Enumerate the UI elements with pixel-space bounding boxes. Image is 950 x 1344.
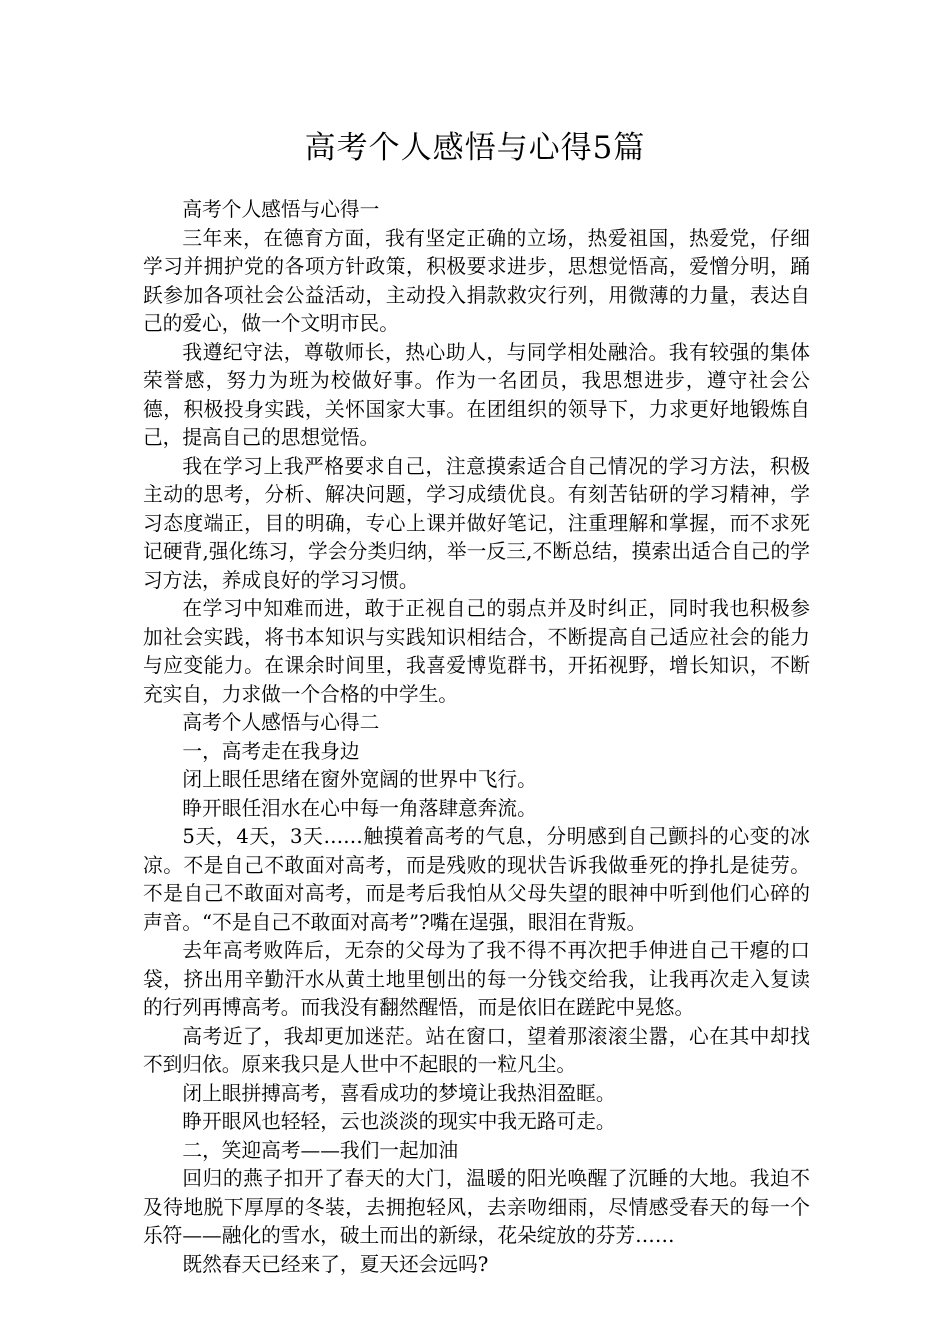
document-body — [143, 196, 810, 1279]
paragraph: 睁开眼风也轻轻，云也淡淡的现实中我无路可走。 — [182, 1110, 616, 1133]
paragraph: 去年高考败阵后，无奈的父母为了我不得不再次把手伸进自己干瘪的口袋，挤出用辛勤汗水从黄土地里刨出的每一分钱交给我，让我再次走入复读的行列再博高考。而我没有翻然醒悟，而是依旧在蹉跎中晃悠。 — [143, 939, 810, 1019]
paragraph: 睁开眼任泪水在心中每一角落肆意奔流。 — [182, 796, 537, 820]
paragraph: 闭上眼任思绪在窗外宽阔的世界中飞行。 — [182, 768, 537, 791]
section-heading-2: 高考个人感悟与心得二 — [182, 711, 380, 734]
paragraph: 在学习中知难而进，敢于正视自己的弱点并及时纠正，同时我也积极参加社会实践，将书本知识与实践知识相结合，不断提高自己适应社会的能力与应变能力。在课余时间里，我喜爱博览群书，开拓视野，增长知识，不断充实自，力求做一个合格的中学生。 — [143, 597, 810, 706]
paragraph: 我遵纪守法，尊敬师长，热心助人，与同学相处融洽。我有较强的集体荣誉感，努力为班为校做好事。作为一名团员，我思想进步，遵守社会公德，积极投身实践，关怀国家大事。在团组织的领导下，力求更好地锻炼自己，提高自己的思想觉悟。 — [143, 340, 810, 449]
paragraph: 既然春天已经来了，夏天还会远吗? — [182, 1252, 489, 1276]
subheading: 一，高考走在我身边 — [182, 739, 360, 763]
paragraph: 回归的燕子扣开了春天的大门，温暖的阳光唤醒了沉睡的大地。我迫不及待地脱下厚厚的冬装，去拥抱轻风，去亲吻细雨，尽情感受春天的每一个乐符——融化的雪水，破土而出的新绿，花朵绽放的芬芳…… — [143, 1167, 810, 1247]
subheading: 二，笑迎高考——我们一起加油 — [182, 1138, 459, 1162]
paragraph: 我在学习上我严格要求自己，注意摸索适合自己情况的学习方法，积极主动的思考，分析、解决问题，学习成绩优良。有刻苦钻研的学习精神，学习态度端正，目的明确，专心上课并做好笔记，注重理解和掌握，而不求死记硬背,强化练习，学会分类归纳，举一反三,不断总结，摸索出适合自己的学习方法，养成良好的学习习惯。 — [143, 454, 810, 592]
document-title: 高考个人感悟与心得5篇 — [304, 130, 646, 166]
section-heading-1: 高考个人感悟与心得一 — [182, 198, 380, 221]
paragraph: 5天，4天，3天……触摸着高考的气息，分明感到自己颤抖的心变的冰凉。不是自己不敢面对高考，而是残败的现状告诉我做垂死的挣扎是徒劳。不是自己不敢面对高考，而是考后我怕从父母失望的眼神中听到他们心碎的声音。“不是自己不敢面对高考”?嘴在逞强，眼泪在背叛。 — [143, 825, 810, 934]
paragraph: 三年来，在德育方面，我有坚定正确的立场，热爱祖国，热爱党，仔细学习并拥护党的各项方针政策，积极要求进步，思想觉悟高，爱憎分明，踊跃参加各项社会公益活动，主动投入捐款救灾行列，用微薄的力量，表达自己的爱心，做一个文明市民。 — [143, 226, 810, 335]
paragraph: 高考近了，我却更加迷茫。站在窗口，望着那滚滚尘嚣，心在其中却找不到归依。原来我只是人世中不起眼的一粒凡尘。 — [143, 1024, 810, 1076]
paragraph: 闭上眼拼搏高考，喜看成功的梦境让我热泪盈眶。 — [182, 1081, 616, 1105]
